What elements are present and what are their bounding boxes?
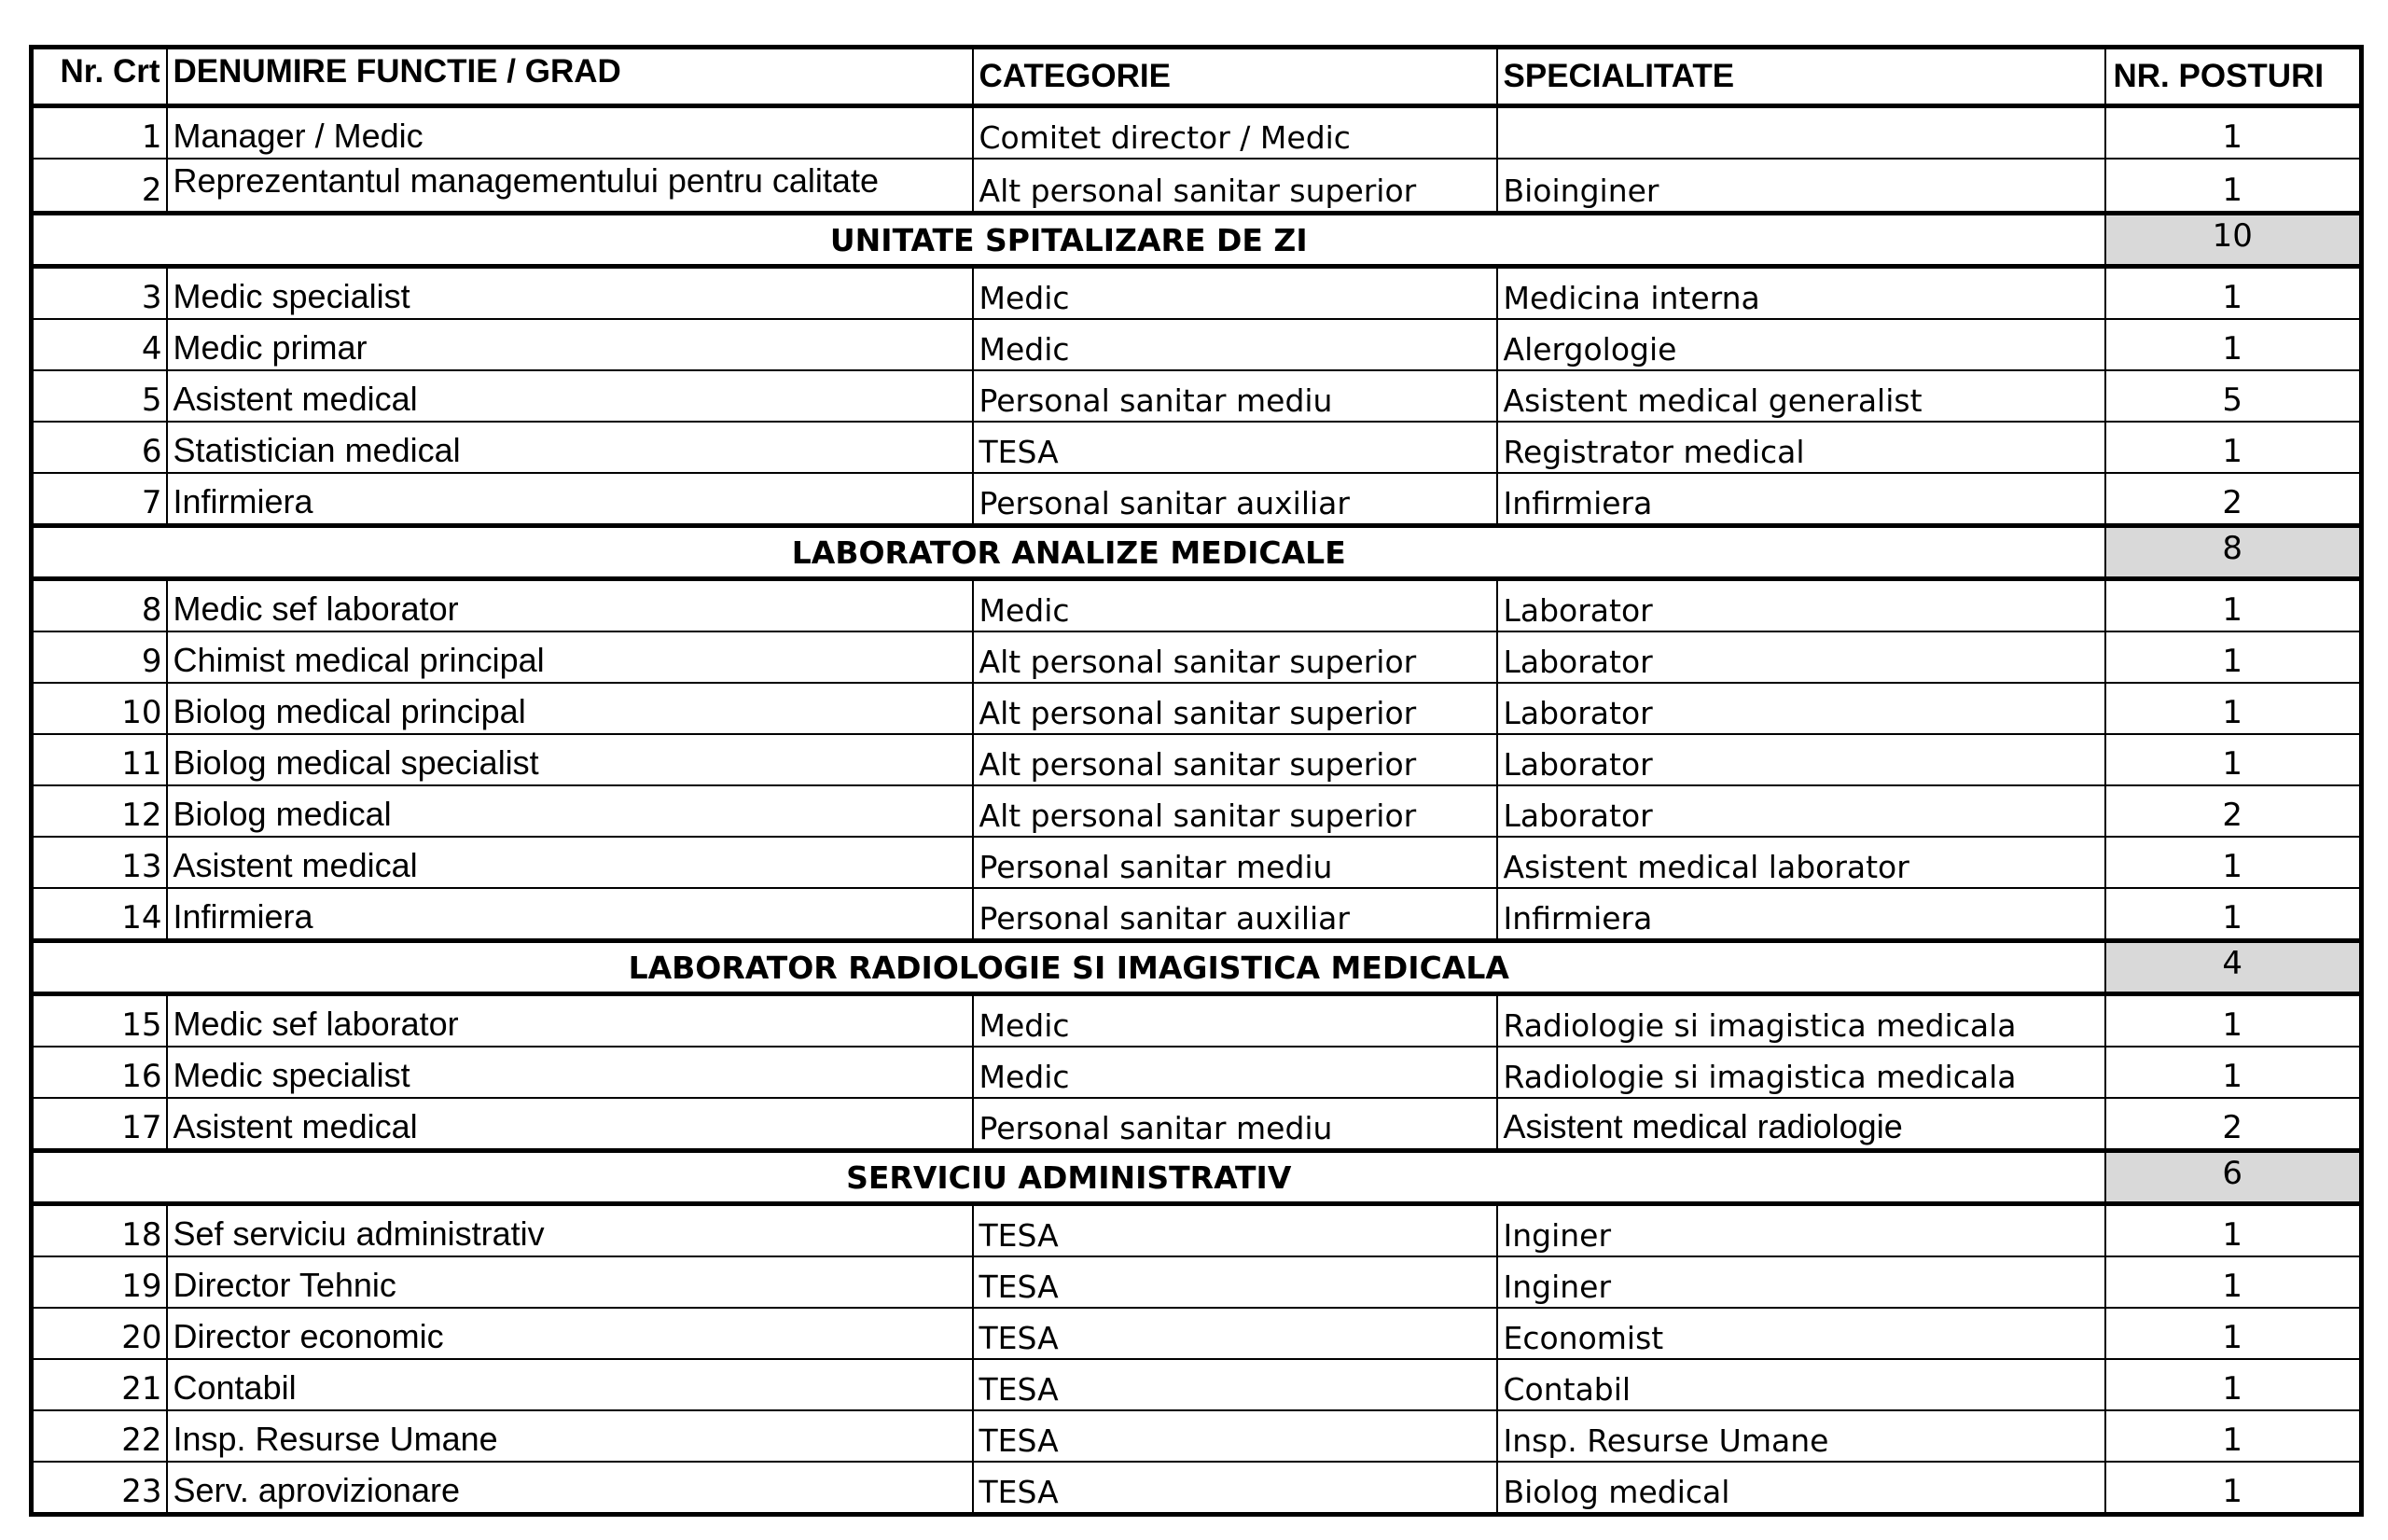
row-posturi: 1: [2105, 267, 2362, 320]
row-posturi: 1: [2105, 734, 2362, 785]
row-posturi: 2: [2105, 473, 2362, 526]
row-functie: Medic sef laborator: [167, 579, 973, 632]
row-posturi: 1: [2105, 1047, 2362, 1098]
row-specialitate: Infirmiera: [1497, 473, 2105, 526]
row-posturi: 1: [2105, 631, 2362, 683]
table-row: [32, 1047, 2362, 1098]
row-functie: Reprezentantul managementului pentru calitate: [167, 159, 973, 214]
row-nr: 5: [32, 370, 167, 422]
table-row: [32, 267, 2362, 320]
row-functie: Biolog medical: [167, 785, 973, 837]
section-title: LABORATOR RADIOLOGIE SI IMAGISTICA MEDICALA: [32, 941, 2105, 994]
row-specialitate: Contabil: [1497, 1359, 2105, 1410]
row-specialitate: Bioinginer: [1497, 159, 2105, 214]
section-header-row: [32, 1151, 2362, 1204]
row-specialitate: Alergologie: [1497, 319, 2105, 370]
row-posturi: 1: [2105, 683, 2362, 734]
row-specialitate: Inginer: [1497, 1256, 2105, 1308]
table-row: [32, 1359, 2362, 1410]
row-posturi: 1: [2105, 1410, 2362, 1462]
section-total: 8: [2105, 526, 2362, 579]
row-categorie: Comitet director / Medic: [973, 106, 1497, 160]
table-row: [32, 1410, 2362, 1462]
row-categorie: Medic: [973, 1047, 1497, 1098]
row-categorie: TESA: [973, 422, 1497, 473]
row-posturi: 1: [2105, 888, 2362, 941]
table-row: [32, 1308, 2362, 1359]
header-categorie: CATEGORIE: [973, 48, 1497, 106]
row-specialitate: Inginer: [1497, 1204, 2105, 1257]
header-specialitate: SPECIALITATE: [1497, 48, 2105, 106]
row-functie: Asistent medical: [167, 370, 973, 422]
row-nr: 16: [32, 1047, 167, 1098]
row-nr: 12: [32, 785, 167, 837]
row-functie: Infirmiera: [167, 888, 973, 941]
row-specialitate: [1497, 106, 2105, 160]
table-row: [32, 579, 2362, 632]
row-functie: Medic sef laborator: [167, 994, 973, 1047]
row-categorie: Medic: [973, 579, 1497, 632]
table-row: [32, 1256, 2362, 1308]
header-nr: Nr. Crt: [32, 48, 167, 106]
row-categorie: TESA: [973, 1410, 1497, 1462]
row-specialitate: Biolog medical: [1497, 1462, 2105, 1515]
row-nr: 22: [32, 1410, 167, 1462]
row-posturi: 1: [2105, 1462, 2362, 1515]
row-nr: 10: [32, 683, 167, 734]
row-nr: 2: [32, 159, 167, 214]
row-posturi: 1: [2105, 837, 2362, 888]
row-functie: Statistician medical: [167, 422, 973, 473]
row-specialitate: Laborator: [1497, 683, 2105, 734]
row-functie: Infirmiera: [167, 473, 973, 526]
row-functie: Insp. Resurse Umane: [167, 1410, 973, 1462]
header-posturi: NR. POSTURI: [2105, 48, 2362, 106]
row-nr: 18: [32, 1204, 167, 1257]
row-categorie: Alt personal sanitar superior: [973, 159, 1497, 214]
row-functie: Asistent medical: [167, 837, 973, 888]
table-row: [32, 370, 2362, 422]
row-functie: Asistent medical: [167, 1098, 973, 1151]
table-row: [32, 734, 2362, 785]
section-total: 4: [2105, 941, 2362, 994]
table-row: [32, 159, 2362, 214]
row-nr: 7: [32, 473, 167, 526]
row-functie: Medic specialist: [167, 267, 973, 320]
table-row: [32, 683, 2362, 734]
row-functie: Contabil: [167, 1359, 973, 1410]
row-specialitate: Medicina interna: [1497, 267, 2105, 320]
row-categorie: Personal sanitar auxiliar: [973, 888, 1497, 941]
row-functie: Medic specialist: [167, 1047, 973, 1098]
row-specialitate: Laborator: [1497, 631, 2105, 683]
row-posturi: 1: [2105, 1308, 2362, 1359]
row-nr: 21: [32, 1359, 167, 1410]
row-nr: 13: [32, 837, 167, 888]
row-functie: Manager / Medic: [167, 106, 973, 160]
table-row: [32, 837, 2362, 888]
row-nr: 3: [32, 267, 167, 320]
row-nr: 15: [32, 994, 167, 1047]
row-categorie: Alt personal sanitar superior: [973, 785, 1497, 837]
row-nr: 14: [32, 888, 167, 941]
table-row: [32, 473, 2362, 526]
table-row: [32, 888, 2362, 941]
row-nr: 4: [32, 319, 167, 370]
row-specialitate: Insp. Resurse Umane: [1497, 1410, 2105, 1462]
section-header-row: [32, 526, 2362, 579]
row-nr: 23: [32, 1462, 167, 1515]
row-nr: 11: [32, 734, 167, 785]
row-nr: 9: [32, 631, 167, 683]
row-specialitate: Infirmiera: [1497, 888, 2105, 941]
row-posturi: 1: [2105, 1359, 2362, 1410]
row-functie: Biolog medical principal: [167, 683, 973, 734]
row-categorie: TESA: [973, 1256, 1497, 1308]
row-categorie: Medic: [973, 319, 1497, 370]
row-categorie: TESA: [973, 1204, 1497, 1257]
header-row: [32, 48, 2362, 106]
table-row: [32, 106, 2362, 160]
table-row: [32, 1462, 2362, 1515]
table-row: [32, 785, 2362, 837]
section-header-row: [32, 941, 2362, 994]
row-categorie: Alt personal sanitar superior: [973, 683, 1497, 734]
staffing-table: [29, 45, 2364, 1517]
row-posturi: 1: [2105, 1204, 2362, 1257]
staffing-table-sheet: [29, 45, 2359, 1517]
row-categorie: TESA: [973, 1359, 1497, 1410]
table-row: [32, 1204, 2362, 1257]
row-specialitate: Radiologie si imagistica medicala: [1497, 994, 2105, 1047]
row-nr: 8: [32, 579, 167, 632]
row-functie: Medic primar: [167, 319, 973, 370]
table-row: [32, 319, 2362, 370]
row-functie: Sef serviciu administrativ: [167, 1204, 973, 1257]
row-posturi: 1: [2105, 422, 2362, 473]
row-specialitate: Laborator: [1497, 579, 2105, 632]
row-functie: Director Tehnic: [167, 1256, 973, 1308]
row-posturi: 1: [2105, 994, 2362, 1047]
row-posturi: 1: [2105, 319, 2362, 370]
row-functie: Biolog medical specialist: [167, 734, 973, 785]
row-specialitate: Laborator: [1497, 785, 2105, 837]
header-functie: DENUMIRE FUNCTIE / GRAD: [167, 48, 973, 106]
row-categorie: TESA: [973, 1462, 1497, 1515]
row-categorie: Personal sanitar mediu: [973, 837, 1497, 888]
row-nr: 20: [32, 1308, 167, 1359]
row-specialitate: Registrator medical: [1497, 422, 2105, 473]
section-total: 10: [2105, 214, 2362, 267]
row-functie: Chimist medical principal: [167, 631, 973, 683]
row-nr: 19: [32, 1256, 167, 1308]
section-total: 6: [2105, 1151, 2362, 1204]
row-posturi: 1: [2105, 579, 2362, 632]
row-specialitate: Asistent medical generalist: [1497, 370, 2105, 422]
row-specialitate: Radiologie si imagistica medicala: [1497, 1047, 2105, 1098]
section-title: UNITATE SPITALIZARE DE ZI: [32, 214, 2105, 267]
row-nr: 6: [32, 422, 167, 473]
table-body: [32, 106, 2362, 1515]
row-posturi: 1: [2105, 159, 2362, 214]
row-posturi: 1: [2105, 106, 2362, 160]
table-row: [32, 422, 2362, 473]
section-title: LABORATOR ANALIZE MEDICALE: [32, 526, 2105, 579]
row-specialitate: Laborator: [1497, 734, 2105, 785]
table-row: [32, 994, 2362, 1047]
row-posturi: 2: [2105, 785, 2362, 837]
row-categorie: Personal sanitar auxiliar: [973, 473, 1497, 526]
row-posturi: 5: [2105, 370, 2362, 422]
row-categorie: Alt personal sanitar superior: [973, 631, 1497, 683]
row-specialitate: Economist: [1497, 1308, 2105, 1359]
row-posturi: 1: [2105, 1256, 2362, 1308]
row-functie: Serv. aprovizionare: [167, 1462, 973, 1515]
row-nr: 1: [32, 106, 167, 160]
section-title: SERVICIU ADMINISTRATIV: [32, 1151, 2105, 1204]
row-specialitate: Asistent medical laborator: [1497, 837, 2105, 888]
row-posturi: 2: [2105, 1098, 2362, 1151]
row-categorie: Medic: [973, 994, 1497, 1047]
table-row: [32, 631, 2362, 683]
row-specialitate: Asistent medical radiologie: [1497, 1098, 2105, 1151]
row-nr: 17: [32, 1098, 167, 1151]
row-categorie: TESA: [973, 1308, 1497, 1359]
row-categorie: Medic: [973, 267, 1497, 320]
table-row: [32, 1098, 2362, 1151]
row-functie: Director economic: [167, 1308, 973, 1359]
section-header-row: [32, 214, 2362, 267]
row-categorie: Alt personal sanitar superior: [973, 734, 1497, 785]
row-categorie: Personal sanitar mediu: [973, 370, 1497, 422]
row-categorie: Personal sanitar mediu: [973, 1098, 1497, 1151]
